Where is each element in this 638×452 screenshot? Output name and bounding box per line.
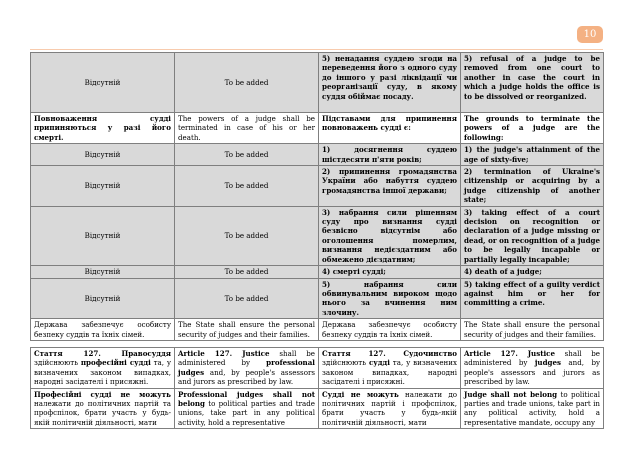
cell-uk-current: Відсутній	[31, 278, 175, 319]
bold-text: судді	[368, 358, 390, 368]
table-spacer	[31, 340, 604, 347]
header-rule	[30, 49, 603, 50]
cell-en-current: To be added	[175, 166, 319, 207]
text: and, by people's assessors and jurors as prescribed by law.	[464, 358, 601, 387]
bold-text: professional judges	[178, 358, 315, 377]
page-number-badge: 10	[577, 26, 603, 43]
table-row	[31, 113, 604, 144]
text: належати до політичних партій і профспілок, брати участь у будь-якій політичній діяльності, мати	[322, 389, 458, 427]
cell-uk-current: Відсутній	[31, 206, 175, 265]
cell-uk-current: Держава забезпечує особисту безпеку суддів та їхніх сімей.	[31, 319, 175, 341]
cell-en-current: To be added	[175, 144, 319, 166]
bold-text: Правосуддя	[121, 348, 171, 358]
bold-text: Професійні судді не можуть	[34, 389, 171, 399]
table-row-article-127	[31, 347, 604, 388]
table-row	[31, 388, 604, 429]
text: to political parties and trade unions, take part in any political activity, hold a representative	[178, 398, 315, 427]
text: shall be administered by	[464, 348, 600, 368]
cell-en-draft: 2) termination of Ukraine's citizenship or acquiring by a judge citizenship of another state;	[461, 166, 604, 207]
bold-text: judges	[534, 358, 561, 368]
text: shall be administered by	[178, 348, 315, 368]
cell-en-draft: The State shall ensure the personal security of judges and their families.	[461, 319, 604, 341]
cell-en-draft: 5) taking effect of a guilty verdict against him or her for committing a crime.	[461, 278, 604, 319]
cell-en-current	[175, 388, 319, 429]
text: та, у визначених законом випадках, народні засідателі і присяжні.	[34, 358, 171, 387]
bold-text: Judge shall not belong	[464, 389, 558, 399]
cell-en-draft	[461, 388, 604, 429]
table-row	[31, 278, 604, 319]
article-heading: Article 127. Justice	[464, 348, 556, 358]
cell-en-draft: 5) refusal of a judge to be removed from one court to another in case the court in which a judge holds the office is to be dissolved or reorganized.	[461, 53, 604, 113]
bold-text: Судді не можуть	[322, 389, 399, 399]
cell-uk-draft: Підставами для припинення повноважень судді є:	[319, 113, 461, 144]
text: to political parties and trade unions, take part in any political activity, hold a representative mandate, occupy any	[464, 389, 600, 427]
cell-en-draft: 4) death of a judge;	[461, 266, 604, 278]
cell-uk-current	[31, 347, 175, 388]
comparison-table	[30, 52, 604, 429]
text: здійснюють	[34, 358, 81, 368]
cell-uk-current: Відсутній	[31, 166, 175, 207]
table-row	[31, 319, 604, 341]
cell-uk-draft: 4) смерті судді;	[319, 266, 461, 278]
article-heading: Стаття 127.	[322, 348, 386, 358]
cell-uk-draft	[319, 347, 461, 388]
cell-en-current: To be added	[175, 206, 319, 265]
text: належати до політичних партій та профспілок, брати участь у будь-якій політичній діяльності, мати	[34, 398, 171, 427]
bold-text: Professional judges shall not belong	[178, 389, 315, 408]
cell-en-draft	[461, 347, 604, 388]
table-row	[31, 266, 604, 278]
article-heading: Article 127. Justice	[178, 348, 270, 358]
cell-en-current: To be added	[175, 266, 319, 278]
cell-uk-draft: 5) ненадання суддею згоди на переведення його з одного суду до іншого у разі ліквідації чи реорганізації суду, в якому суддя обіймає посаду.	[319, 53, 461, 113]
cell-uk-draft: 1) досягнення суддею шістдесяти п'яти років;	[319, 144, 461, 166]
cell-uk-current: Відсутній	[31, 144, 175, 166]
table-row	[31, 144, 604, 166]
text: and, by people's assessors and jurors as prescribed by law.	[178, 367, 315, 387]
cell-uk-current: Повноваження судді припиняються у разі його смерті.	[31, 113, 175, 144]
cell-en-current: To be added	[175, 53, 319, 113]
bold-text: Судочинство	[403, 348, 457, 358]
cell-en-draft: 1) the judge's attainment of the age of sixty-five;	[461, 144, 604, 166]
cell-uk-draft: 3) набрання сили рішенням суду про визнання судді безвісно відсутнім або оголошення померлим, визнання недієздатним або обмежено дієздатним;	[319, 206, 461, 265]
cell-uk-current	[31, 388, 175, 429]
bold-text: професійні судді	[80, 358, 151, 368]
cell-en-current: To be added	[175, 278, 319, 319]
cell-uk-current: Відсутній	[31, 53, 175, 113]
cell-uk-draft	[319, 388, 461, 429]
cell-uk-draft: Держава забезпечує особисту безпеку суддів та їхніх сімей.	[319, 319, 461, 341]
table-row	[31, 206, 604, 265]
cell-uk-draft: 2) припинення громадянства України або набуття суддею громадянства іншої держави;	[319, 166, 461, 207]
cell-uk-draft: 5) набрання сили обвинувальним вироком щодо нього за вчинення ним злочину.	[319, 278, 461, 319]
table-row	[31, 53, 604, 113]
text: здійснюють	[322, 358, 369, 368]
cell-en-draft: 3) taking effect of a court decision on recognition or declaration of a judge missing or dead, or on recognition of a judge to be legally incapable or partially legally incapable;	[461, 206, 604, 265]
cell-en-draft: The grounds to terminate the powers of a judge are the following:	[461, 113, 604, 144]
article-heading: Стаття 127.	[34, 348, 101, 358]
cell-en-current: The powers of a judge shall be terminated in case of his or her death.	[175, 113, 319, 144]
cell-uk-current: Відсутній	[31, 266, 175, 278]
table-row	[31, 166, 604, 207]
cell-en-current: The State shall ensure the personal security of judges and their families.	[175, 319, 319, 341]
text: та, у визначених законом випадках, народні засідателі і присяжні.	[322, 358, 457, 387]
cell-en-current	[175, 347, 319, 388]
